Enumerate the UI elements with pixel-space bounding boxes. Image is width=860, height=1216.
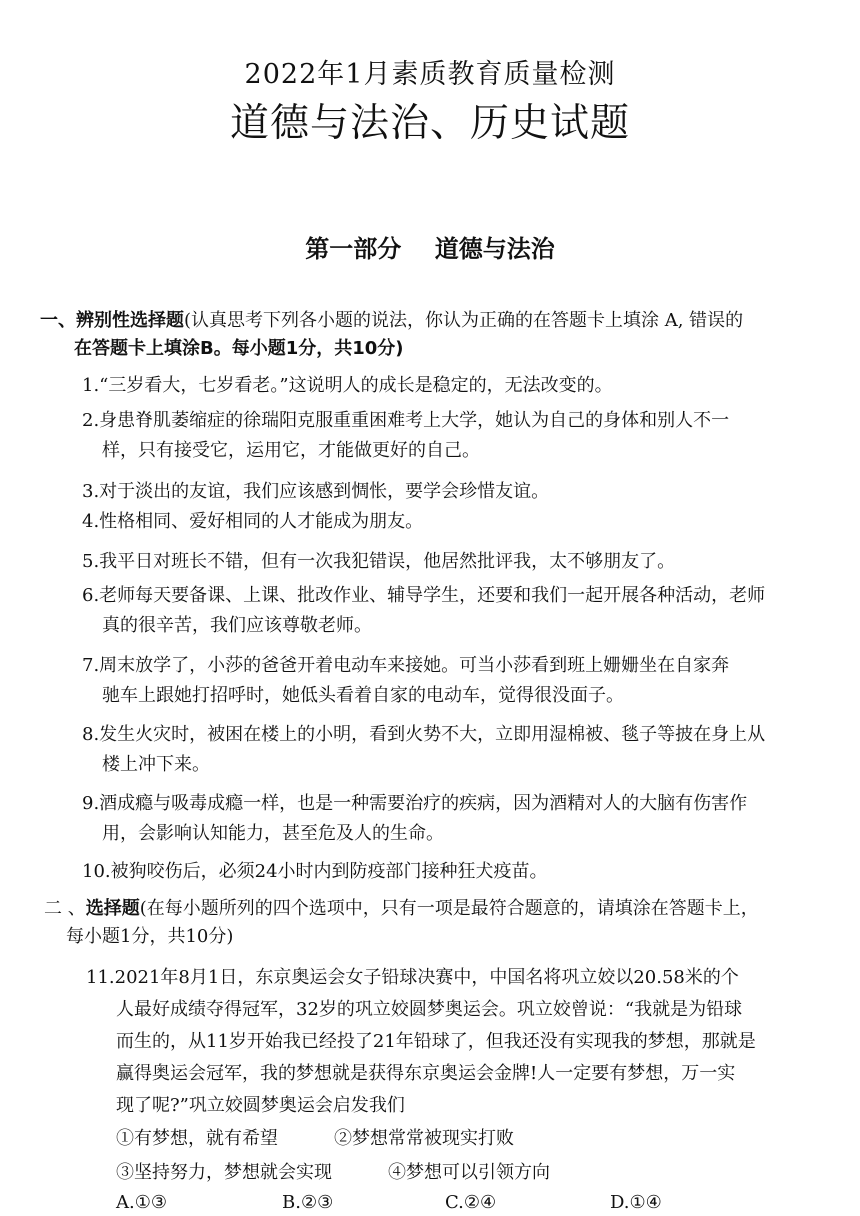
question-1-line-1: 1.“三岁看大，七岁看老。”这说明人的成长是稳定的，无法改变的。 xyxy=(82,375,613,396)
question-1 xyxy=(82,371,613,401)
question-9 xyxy=(82,789,747,849)
question-4-line-1: 4.性格相同、爱好相同的人才能成为朋友。 xyxy=(82,511,424,532)
section1-instruction: (认真思考下列各小题的说法，你认为正确的在答题卡上填涂 A, 错误的 xyxy=(184,310,744,331)
section2-header xyxy=(44,895,834,951)
question-8 xyxy=(82,720,765,780)
statement-1: ①有梦想，就有希望 xyxy=(116,1128,278,1149)
section2-instruction: (在每小题所列的四个选项中，只有一项是最符合题意的，请填涂在答题卡上， xyxy=(139,898,759,919)
statement-3: ③坚持努力，梦想就会实现 xyxy=(116,1162,332,1183)
question-8-line-2: 楼上冲下来。 xyxy=(102,754,210,775)
section1-header xyxy=(40,307,830,363)
choice-a[interactable]: A.①③ xyxy=(116,1192,167,1213)
statement-2: ②梦想常常被现实打败 xyxy=(334,1128,514,1149)
question-11 xyxy=(86,962,756,1122)
question-6 xyxy=(82,581,765,641)
section1-header-line1 xyxy=(40,307,830,335)
question-11-line-3: 而生的，从11岁开始我已经投了21年铅球了，但我还没有实现我的梦想，那就是 xyxy=(116,1031,756,1052)
choice-d[interactable]: D.①④ xyxy=(610,1192,662,1213)
question-10 xyxy=(82,857,548,887)
question-3 xyxy=(82,477,549,507)
question-11-line-2: 人最好成绩夺得冠军，32岁的巩立姣圆梦奥运会。巩立姣曾说：“我就是为铅球 xyxy=(116,999,743,1020)
question-11-line-1: 11.2021年8月1日，东京奥运会女子铅球决赛中，中国名将巩立姣以20.58米的个 xyxy=(86,967,739,988)
section2-prefix: 二 、 xyxy=(44,898,86,919)
exam-title: 2022年1月素质教育质量检测 xyxy=(244,59,616,90)
question-7-line-1: 7.周末放学了，小莎的爸爸开着电动车来接她。可当小莎看到班上姗姗坐在自家奔 xyxy=(82,655,730,676)
section1-header-line2: 在答题卡上填涂B。每小题1分，共10分) xyxy=(74,338,404,359)
choice-b[interactable]: B.②③ xyxy=(282,1192,334,1213)
question-7 xyxy=(82,651,729,711)
question-4 xyxy=(82,507,423,537)
question-6-line-1: 6.老师每天要备课、上课、批改作业、辅导学生，还要和我们一起开展各种活动，老师 xyxy=(82,585,766,606)
section2-label: 选择题 xyxy=(85,898,140,919)
exam-subtitle: 道德与法治、历史试题 xyxy=(229,101,630,146)
question-11-line-4: 赢得奥运会冠军，我的梦想就是获得东京奥运会金牌!人一定要有梦想，万一实 xyxy=(116,1063,736,1084)
question-2-line-2: 样，只有接受它，运用它，才能做更好的自己。 xyxy=(102,440,480,461)
question-2 xyxy=(82,406,729,466)
question-9-line-1: 9.酒成瘾与吸毒成瘾一样，也是一种需要治疗的疾病，因为酒精对人的大脑有伤害作 xyxy=(82,793,748,814)
part-heading: 第一部分 道德与法治 xyxy=(305,235,555,263)
statement-4: ④梦想可以引领方向 xyxy=(388,1162,550,1183)
question-11-line-5: 现了呢?”巩立姣圆梦奥运会启发我们 xyxy=(116,1095,405,1116)
question-7-line-2: 驰车上跟她打招呼时，她低头看着自家的电动车，觉得很没面子。 xyxy=(102,685,624,706)
choice-c[interactable]: C.②④ xyxy=(445,1192,497,1213)
question-3-line-1: 3.对于淡出的友谊，我们应该感到惆怅，要学会珍惜友谊。 xyxy=(82,481,550,502)
section2-header-line1 xyxy=(44,895,834,923)
question-10-line-1: 10.被狗咬伤后，必须24小时内到防疫部门接种狂犬疫苗。 xyxy=(82,861,548,882)
section2-header-line2: 每小题1分，共10分) xyxy=(66,926,234,947)
question-6-line-2: 真的很辛苦，我们应该尊敬老师。 xyxy=(102,615,372,636)
section1-label: 一、辨别性选择题 xyxy=(40,310,184,331)
question-9-line-2: 用，会影响认知能力，甚至危及人的生命。 xyxy=(102,823,444,844)
question-8-line-1: 8.发生火灾时，被困在楼上的小明，看到火势不大，立即用湿棉被、毯子等披在身上从 xyxy=(82,724,766,745)
question-2-line-1: 2.身患脊肌萎缩症的徐瑞阳克服重重困难考上大学，她认为自己的身体和别人不一 xyxy=(82,410,730,431)
question-5-line-1: 5.我平日对班长不错，但有一次我犯错误，他居然批评我，太不够朋友了。 xyxy=(82,551,676,572)
question-5 xyxy=(82,547,675,577)
